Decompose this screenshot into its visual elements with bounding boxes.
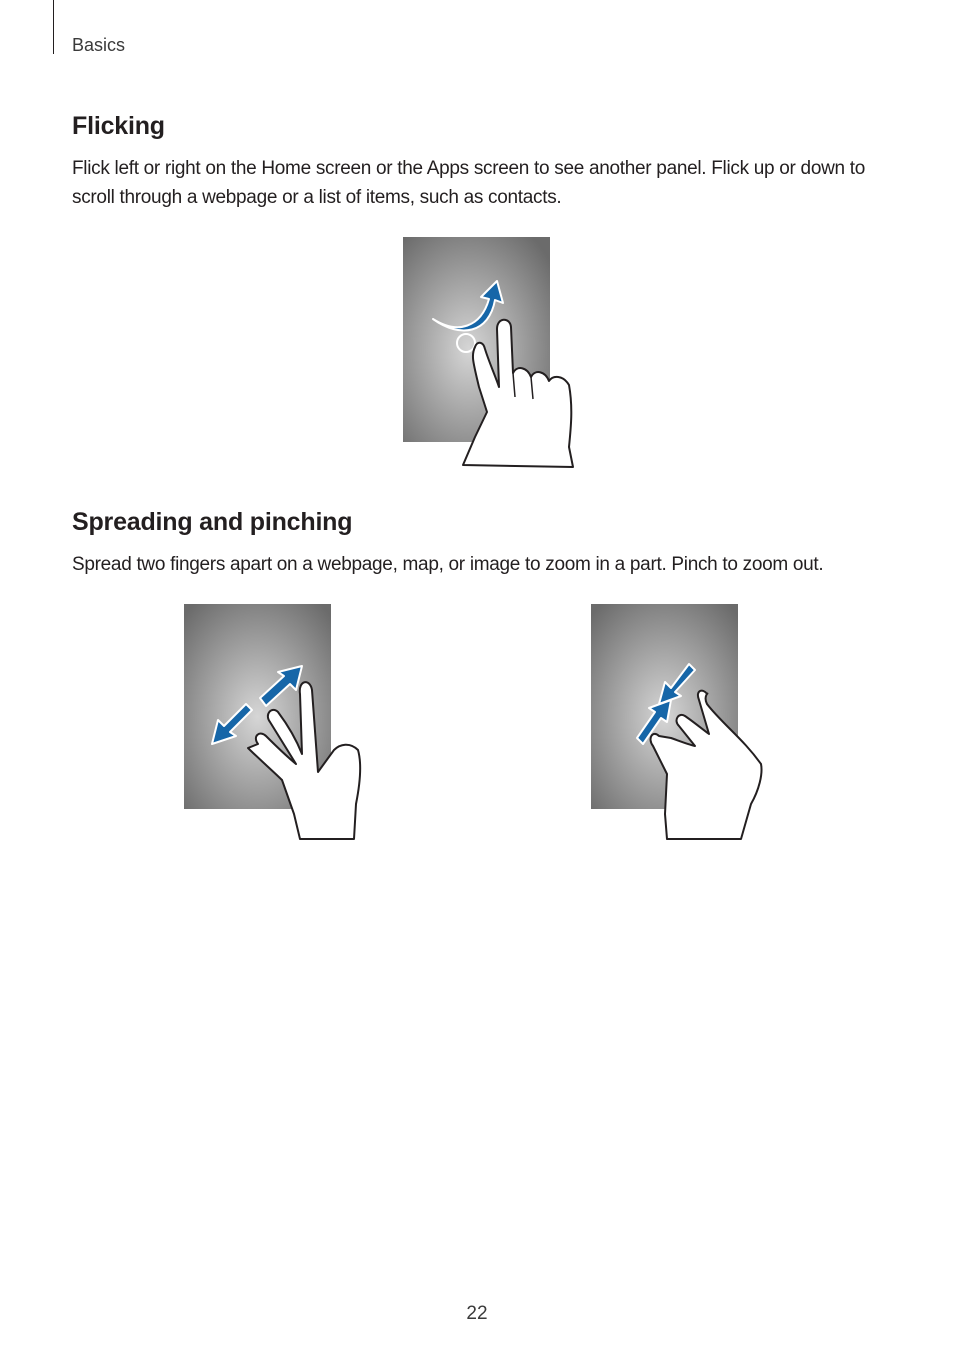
page-number: 22 bbox=[466, 1303, 488, 1324]
section-title-flicking: Flicking bbox=[72, 112, 165, 140]
pinch-gesture-illustration bbox=[591, 604, 771, 839]
spread-gesture-illustration bbox=[184, 604, 364, 839]
section-body-spreading: Spread two fingers apart on a webpage, map, or image to zoom in a part. Pinch to zoom out. bbox=[72, 554, 824, 575]
margin-rule bbox=[53, 0, 54, 54]
running-header: Basics bbox=[72, 35, 126, 55]
section-body-flicking: Flick left or right on the Home screen or the Apps screen to see another panel. Flick up or down to scroll through a webpage or a list of items, such as contacts. bbox=[72, 158, 866, 208]
flick-gesture-illustration bbox=[403, 237, 583, 467]
section-title-spreading: Spreading and pinching bbox=[72, 508, 353, 536]
